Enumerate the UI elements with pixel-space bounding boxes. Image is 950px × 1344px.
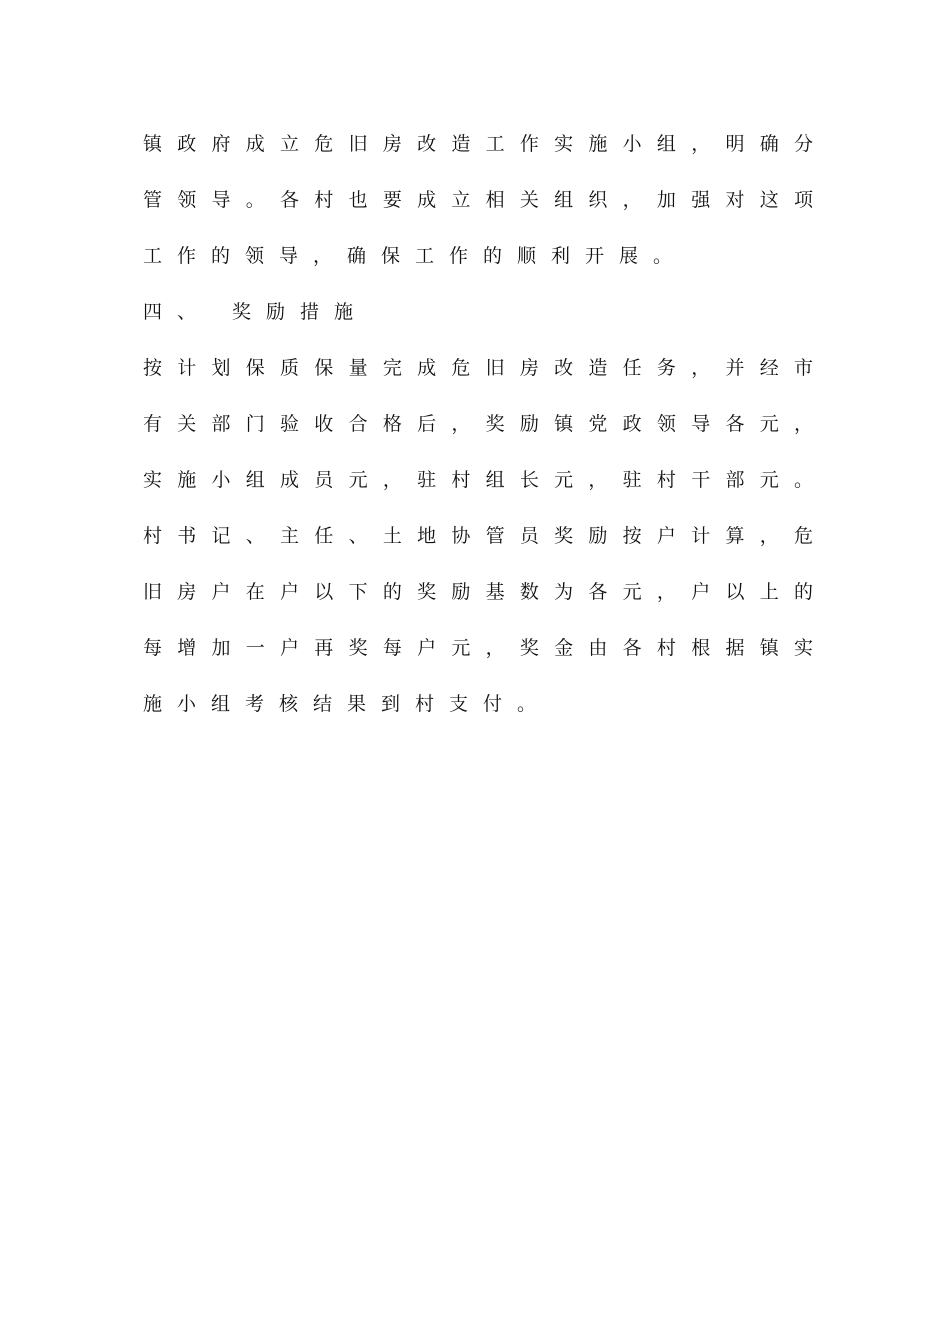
body-text	[143, 127, 813, 743]
text-line: 每 增 加 一 户 再 奖 每 户 元 ， 奖 金 由 各 村 根 据 镇 实	[143, 637, 813, 659]
text-line: 村 书 记 、 主 任 、 土 地 协 管 员 奖 励 按 户 计 算 ， 危	[143, 525, 813, 547]
text-line: 实 施 小 组 成 员 元 ， 驻 村 组 长 元 ， 驻 村 干 部 元 。	[143, 469, 813, 491]
text-line: 管 领 导 。 各 村 也 要 成 立 相 关 组 织 ， 加 强 对 这 项	[143, 189, 813, 211]
text-line: 按 计 划 保 质 保 量 完 成 危 旧 房 改 造 任 务 ， 并 经 市	[143, 357, 813, 379]
text-line: 旧 房 户 在 户 以 下 的 奖 励 基 数 为 各 元 ， 户 以 上 的	[143, 581, 813, 603]
text-line: 镇 政 府 成 立 危 旧 房 改 造 工 作 实 施 小 组 ， 明 确 分	[143, 133, 813, 155]
text-line: 有 关 部 门 验 收 合 格 后 ， 奖 励 镇 党 政 领 导 各 元 ，	[143, 413, 813, 435]
text-line: 施小组考核结果到村支付。	[143, 693, 552, 715]
text-line: 工作的领导，确保工作的顺利开展。	[143, 245, 688, 267]
text-line: 四、 奖励措施	[143, 301, 369, 323]
